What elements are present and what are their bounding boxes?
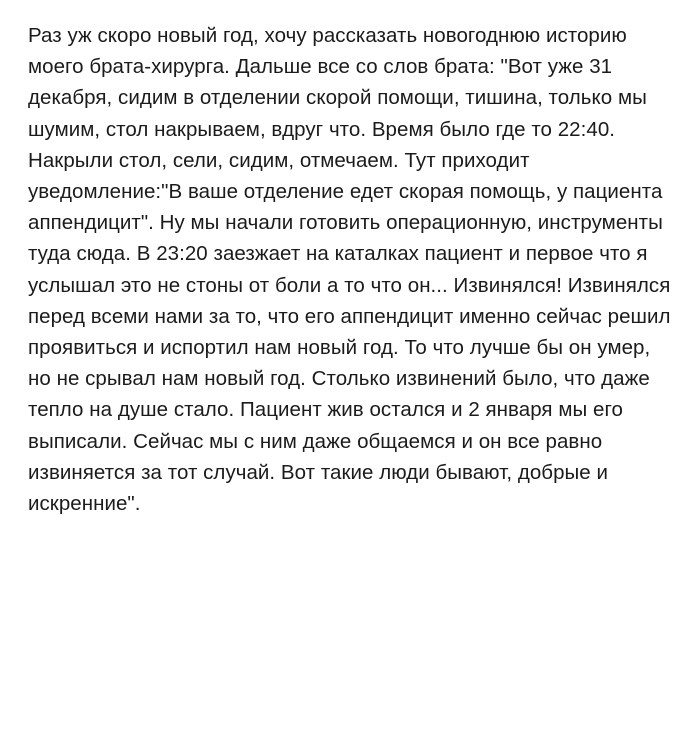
story-text: Раз уж скоро новый год, хочу рассказать новогоднюю историю моего брата-хирурга. Дальше все со слов брата: "Вот уже 31 декабря, сидим в отделении скорой помощи, тишина, только мы шумим, стол накрываем, вдруг что. Время было где то 22:40. Накрыли стол, сели, сидим, отмечаем. Тут приходит уведомление:"В ваше отделение едет скорая помощь, у пациента аппендицит". Ну мы начали готовить операционную, инструменты туда сюда. В 23:20 заезжает на каталках пациент и первое что я услышал это не стоны от боли а то что он... Извинялся! Извинялся перед всеми нами за то, что его аппендицит именно сейчас решил проявиться и испортил нам новый год. То что лучше бы он умер, но не срывал нам новый год. Столько извинений было, что даже тепло на душе стало. Пациент жив остался и 2 января мы его выписали. Сейчас мы с ним даже общаемся и он все равно извиняется за тот случай. Вот такие люди бывают, добрые и искренние". bbox=[28, 24, 677, 516]
